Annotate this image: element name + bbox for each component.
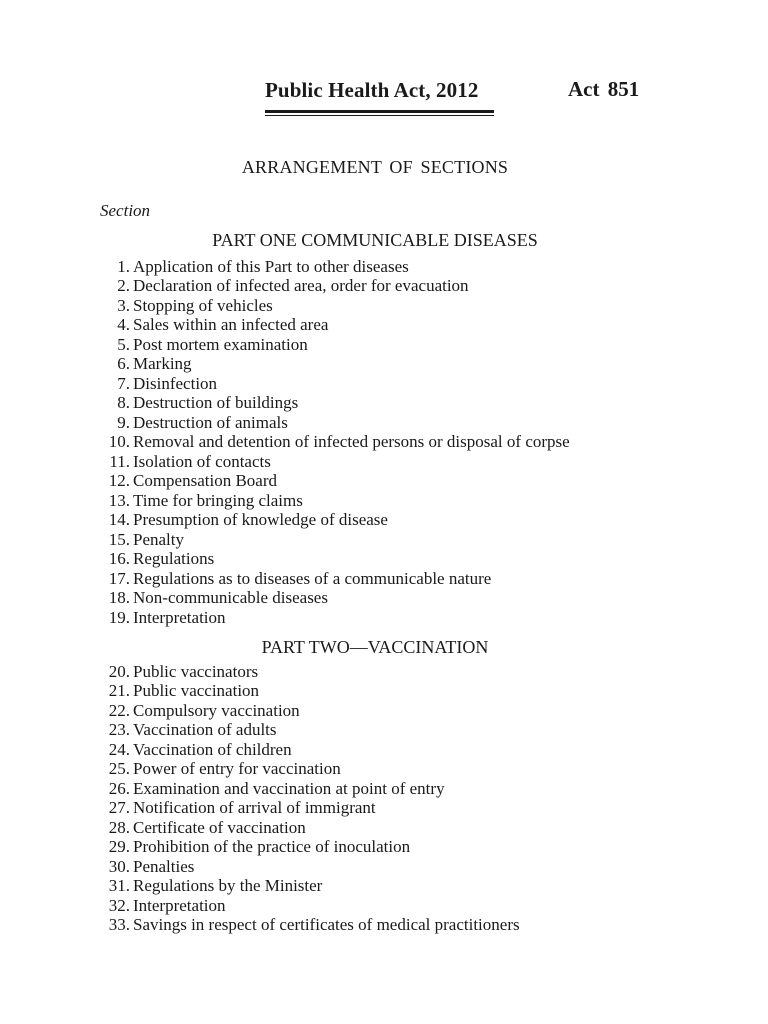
section-entry xyxy=(95,779,520,799)
section-entry xyxy=(95,413,570,433)
act-number: Act 851 xyxy=(568,77,640,101)
section-title: Interpretation xyxy=(133,607,226,627)
section-title: Regulations xyxy=(133,549,215,569)
arrangement-heading: ARRANGEMENT OF SECTIONS xyxy=(241,157,509,177)
section-title: Destruction of buildings xyxy=(133,393,299,413)
section-title: Marking xyxy=(133,354,192,374)
section-title: Power of entry for vaccination xyxy=(133,759,341,779)
section-title: Regulations by the Minister xyxy=(133,876,323,896)
section-number: 6. xyxy=(117,354,130,374)
section-title: Public vaccinators xyxy=(133,661,259,681)
section-entry xyxy=(95,877,520,897)
title-underline-thick xyxy=(265,110,494,113)
section-number: 26. xyxy=(108,778,130,798)
section-number: 28. xyxy=(108,817,130,837)
section-entry xyxy=(95,608,570,628)
section-entry xyxy=(95,721,520,741)
section-entry xyxy=(95,433,570,453)
section-title: Savings in respect of certificates of medical practitioners xyxy=(133,915,520,935)
section-title: Vaccination of children xyxy=(133,739,292,759)
section-entry xyxy=(95,335,570,355)
section-number: 22. xyxy=(108,700,130,720)
section-entry xyxy=(95,452,570,472)
section-number: 20. xyxy=(108,661,130,681)
section-entry xyxy=(95,799,520,819)
title-underline-thin xyxy=(265,115,494,116)
section-entry xyxy=(95,277,570,297)
section-entry xyxy=(95,589,570,609)
section-number: 16. xyxy=(108,549,130,569)
section-number: 7. xyxy=(117,373,130,393)
section-entry xyxy=(95,530,570,550)
section-title: Isolation of contacts xyxy=(133,451,271,471)
section-number: 24. xyxy=(108,739,130,759)
section-number: 33. xyxy=(108,915,130,935)
section-title: Stopping of vehicles xyxy=(133,295,273,315)
section-number: 19. xyxy=(108,607,130,627)
section-number: 4. xyxy=(117,315,130,335)
section-number: 30. xyxy=(108,856,130,876)
section-number: 25. xyxy=(108,759,130,779)
section-title: Prohibition of the practice of inoculation xyxy=(133,837,411,857)
section-title: Presumption of knowledge of disease xyxy=(133,510,388,530)
section-number: 11. xyxy=(109,451,130,471)
section-entry xyxy=(95,701,520,721)
part-one-heading: PART ONE COMMUNICABLE DISEASES xyxy=(212,230,538,250)
section-entry xyxy=(95,296,570,316)
section-number: 15. xyxy=(108,529,130,549)
section-entry xyxy=(95,472,570,492)
section-entry xyxy=(95,550,570,570)
section-number: 13. xyxy=(108,490,130,510)
section-entry xyxy=(95,896,520,916)
section-number: 14. xyxy=(108,510,130,530)
section-entry xyxy=(95,491,570,511)
section-title: Sales within an infected area xyxy=(133,315,329,335)
section-entry xyxy=(95,740,520,760)
section-number: 17. xyxy=(108,568,130,588)
part-two-section-list xyxy=(95,662,520,935)
act-title: Public Health Act, 2012 xyxy=(265,78,479,102)
part-one-section-list xyxy=(95,257,570,628)
section-title: Regulations as to diseases of a communicable nature xyxy=(133,568,492,588)
section-number: 21. xyxy=(108,681,130,701)
section-entry xyxy=(95,316,570,336)
section-title: Vaccination of adults xyxy=(133,720,277,740)
section-entry xyxy=(95,374,570,394)
section-title: Compensation Board xyxy=(133,471,278,491)
section-number: 18. xyxy=(108,588,130,608)
section-number: 9. xyxy=(117,412,130,432)
section-entry xyxy=(95,916,520,936)
section-entry xyxy=(95,662,520,682)
section-entry xyxy=(95,760,520,780)
section-title: Compulsory vaccination xyxy=(133,700,300,720)
section-entry xyxy=(95,818,520,838)
section-title: Destruction of animals xyxy=(133,412,288,432)
section-column-label: Section xyxy=(100,201,151,220)
section-entry xyxy=(95,511,570,531)
section-number: 1. xyxy=(117,256,130,276)
section-title: Penalty xyxy=(133,529,184,549)
section-title: Time for bringing claims xyxy=(133,490,303,510)
section-entry xyxy=(95,394,570,414)
section-number: 32. xyxy=(108,895,130,915)
section-number: 12. xyxy=(108,471,130,491)
section-entry xyxy=(95,569,570,589)
section-number: 8. xyxy=(117,393,130,413)
section-entry xyxy=(95,355,570,375)
section-number: 10. xyxy=(108,432,130,452)
section-number: 31. xyxy=(108,876,130,896)
section-title: Removal and detention of infected persons or disposal of corpse xyxy=(133,432,570,452)
section-title: Disinfection xyxy=(133,373,218,393)
section-title: Application of this Part to other diseases xyxy=(133,256,409,276)
section-number: 2. xyxy=(117,276,130,296)
section-title: Post mortem examination xyxy=(133,334,308,354)
section-title: Penalties xyxy=(133,856,195,876)
section-number: 29. xyxy=(108,837,130,857)
section-title: Certificate of vaccination xyxy=(133,817,306,837)
section-number: 3. xyxy=(117,295,130,315)
section-entry xyxy=(95,257,570,277)
section-title: Interpretation xyxy=(133,895,226,915)
section-title: Non-communicable diseases xyxy=(133,588,328,608)
section-entry xyxy=(95,838,520,858)
section-title: Notification of arrival of immigrant xyxy=(133,798,376,818)
section-number: 27. xyxy=(108,798,130,818)
section-number: 23. xyxy=(108,720,130,740)
section-entry xyxy=(95,682,520,702)
section-title: Declaration of infected area, order for evacuation xyxy=(133,276,469,296)
part-two-heading: PART TWO—VACCINATION xyxy=(261,637,489,657)
section-number: 5. xyxy=(117,334,130,354)
section-title: Examination and vaccination at point of entry xyxy=(133,778,445,798)
section-title: Public vaccination xyxy=(133,681,260,701)
section-entry xyxy=(95,857,520,877)
